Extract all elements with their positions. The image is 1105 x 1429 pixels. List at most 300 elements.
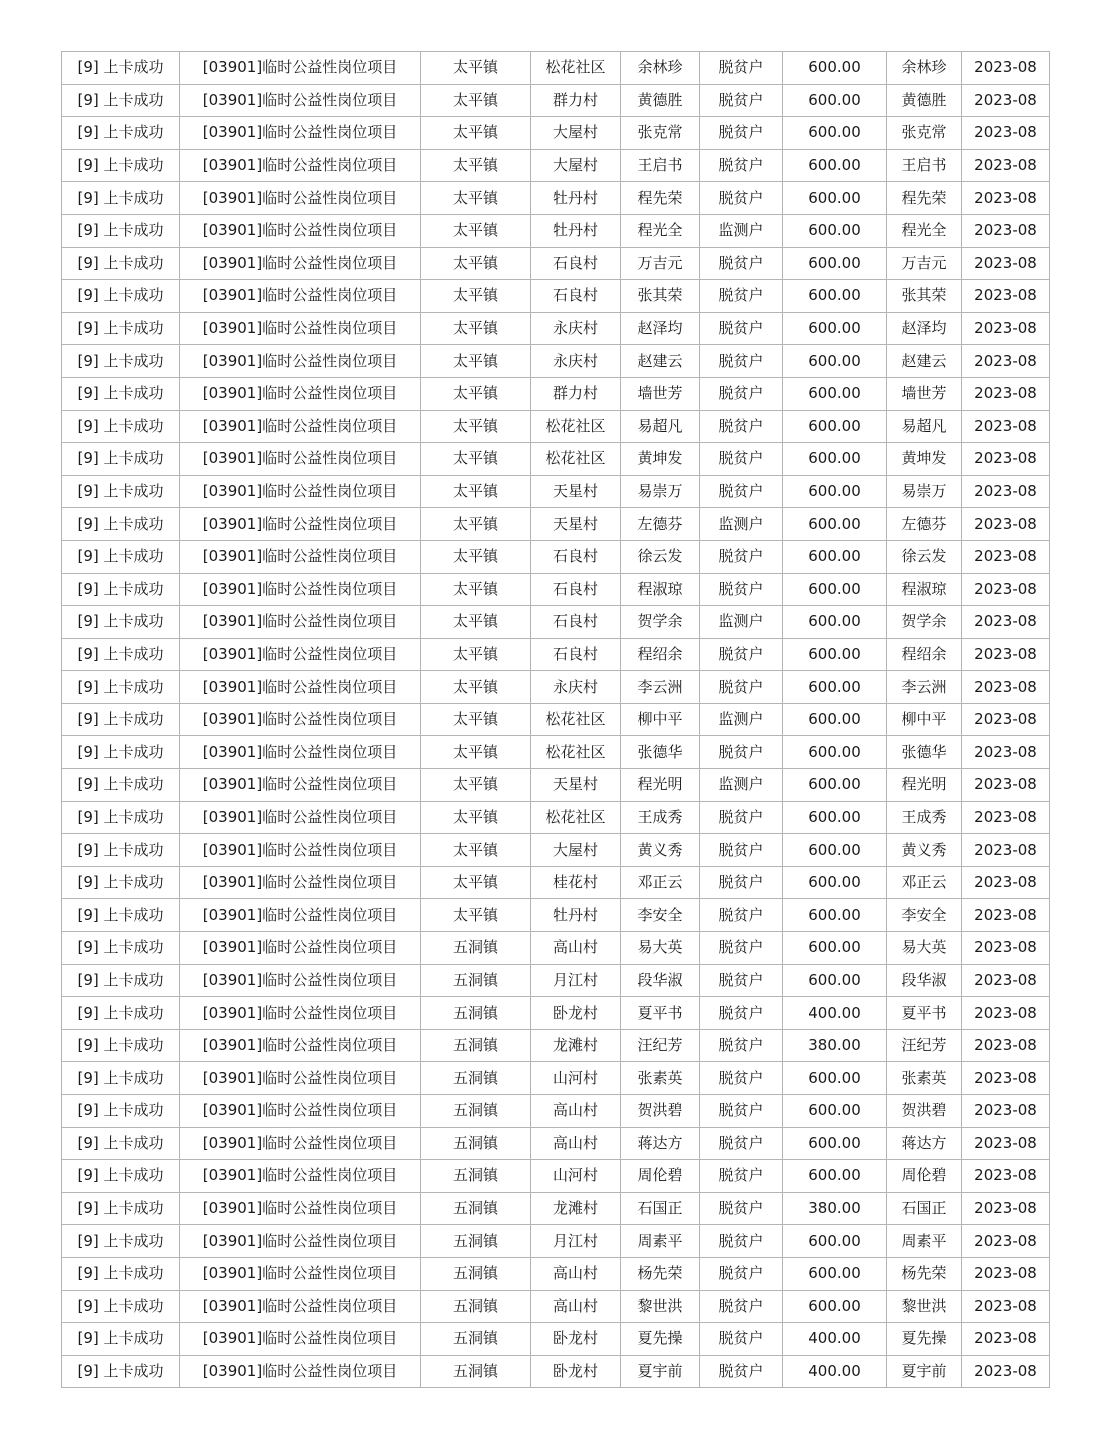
period-cell: 2023-08: [962, 703, 1050, 736]
household-type-cell: 脱贫户: [700, 84, 783, 117]
project-cell: [03901]临时公益性岗位项目: [180, 52, 421, 85]
payee-cell: 周素平: [887, 1225, 962, 1258]
status-cell: [9] 上卡成功: [62, 1257, 180, 1290]
project-cell: [03901]临时公益性岗位项目: [180, 280, 421, 313]
household-type-cell: 脱贫户: [700, 1257, 783, 1290]
village-cell: 天星村: [531, 769, 621, 802]
household-type-cell: 脱贫户: [700, 1062, 783, 1095]
town-cell: 五洞镇: [421, 1225, 531, 1258]
village-cell: 高山村: [531, 1290, 621, 1323]
status-cell: [9] 上卡成功: [62, 475, 180, 508]
payee-cell: 徐云发: [887, 540, 962, 573]
status-cell: [9] 上卡成功: [62, 1127, 180, 1160]
table-row: [62, 1029, 1050, 1062]
project-cell: [03901]临时公益性岗位项目: [180, 84, 421, 117]
town-cell: 太平镇: [421, 149, 531, 182]
payee-cell: 石国正: [887, 1192, 962, 1225]
name-cell: 邓正云: [621, 866, 700, 899]
town-cell: 太平镇: [421, 312, 531, 345]
household-type-cell: 脱贫户: [700, 247, 783, 280]
village-cell: 牡丹村: [531, 214, 621, 247]
name-cell: 王启书: [621, 149, 700, 182]
town-cell: 五洞镇: [421, 1095, 531, 1128]
project-cell: [03901]临时公益性岗位项目: [180, 377, 421, 410]
amount-cell: 600.00: [783, 214, 887, 247]
period-cell: 2023-08: [962, 769, 1050, 802]
table-row: [62, 606, 1050, 639]
table-row: [62, 1257, 1050, 1290]
status-cell: [9] 上卡成功: [62, 52, 180, 85]
project-cell: [03901]临时公益性岗位项目: [180, 1029, 421, 1062]
village-cell: 牡丹村: [531, 899, 621, 932]
status-cell: [9] 上卡成功: [62, 1323, 180, 1356]
table-row: [62, 52, 1050, 85]
table-row: [62, 1127, 1050, 1160]
name-cell: 易大英: [621, 932, 700, 965]
town-cell: 五洞镇: [421, 1127, 531, 1160]
status-cell: [9] 上卡成功: [62, 703, 180, 736]
period-cell: 2023-08: [962, 964, 1050, 997]
table-body: [62, 52, 1050, 1388]
period-cell: 2023-08: [962, 214, 1050, 247]
household-type-cell: 监测户: [700, 214, 783, 247]
table-row: [62, 932, 1050, 965]
name-cell: 张素英: [621, 1062, 700, 1095]
household-type-cell: 监测户: [700, 703, 783, 736]
village-cell: 山河村: [531, 1160, 621, 1193]
period-cell: 2023-08: [962, 932, 1050, 965]
period-cell: 2023-08: [962, 182, 1050, 215]
table-row: [62, 899, 1050, 932]
amount-cell: 600.00: [783, 1095, 887, 1128]
amount-cell: 400.00: [783, 1323, 887, 1356]
village-cell: 石良村: [531, 638, 621, 671]
table-row: [62, 149, 1050, 182]
name-cell: 黄德胜: [621, 84, 700, 117]
household-type-cell: 脱贫户: [700, 345, 783, 378]
period-cell: 2023-08: [962, 247, 1050, 280]
project-cell: [03901]临时公益性岗位项目: [180, 1323, 421, 1356]
household-type-cell: 脱贫户: [700, 573, 783, 606]
name-cell: 万吉元: [621, 247, 700, 280]
project-cell: [03901]临时公益性岗位项目: [180, 866, 421, 899]
payee-cell: 余林珍: [887, 52, 962, 85]
name-cell: 墙世芳: [621, 377, 700, 410]
project-cell: [03901]临时公益性岗位项目: [180, 1095, 421, 1128]
period-cell: 2023-08: [962, 540, 1050, 573]
payee-cell: 蒋达方: [887, 1127, 962, 1160]
household-type-cell: 脱贫户: [700, 997, 783, 1030]
table-row: [62, 1160, 1050, 1193]
status-cell: [9] 上卡成功: [62, 214, 180, 247]
village-cell: 高山村: [531, 1095, 621, 1128]
payee-cell: 贺洪碧: [887, 1095, 962, 1128]
project-cell: [03901]临时公益性岗位项目: [180, 1257, 421, 1290]
household-type-cell: 脱贫户: [700, 866, 783, 899]
status-cell: [9] 上卡成功: [62, 638, 180, 671]
period-cell: 2023-08: [962, 410, 1050, 443]
name-cell: 赵泽均: [621, 312, 700, 345]
project-cell: [03901]临时公益性岗位项目: [180, 1225, 421, 1258]
period-cell: 2023-08: [962, 1029, 1050, 1062]
town-cell: 太平镇: [421, 638, 531, 671]
table-row: [62, 1192, 1050, 1225]
town-cell: 太平镇: [421, 214, 531, 247]
amount-cell: 600.00: [783, 312, 887, 345]
period-cell: 2023-08: [962, 1290, 1050, 1323]
amount-cell: 600.00: [783, 703, 887, 736]
status-cell: [9] 上卡成功: [62, 345, 180, 378]
village-cell: 卧龙村: [531, 1355, 621, 1388]
village-cell: 大屋村: [531, 149, 621, 182]
project-cell: [03901]临时公益性岗位项目: [180, 508, 421, 541]
village-cell: 卧龙村: [531, 997, 621, 1030]
name-cell: 余林珍: [621, 52, 700, 85]
status-cell: [9] 上卡成功: [62, 508, 180, 541]
amount-cell: 600.00: [783, 182, 887, 215]
project-cell: [03901]临时公益性岗位项目: [180, 1160, 421, 1193]
period-cell: 2023-08: [962, 443, 1050, 476]
amount-cell: 400.00: [783, 997, 887, 1030]
amount-cell: 600.00: [783, 801, 887, 834]
name-cell: 张其荣: [621, 280, 700, 313]
name-cell: 程先荣: [621, 182, 700, 215]
payee-cell: 李云洲: [887, 671, 962, 704]
name-cell: 夏平书: [621, 997, 700, 1030]
village-cell: 牡丹村: [531, 182, 621, 215]
period-cell: 2023-08: [962, 1225, 1050, 1258]
household-type-cell: 脱贫户: [700, 1225, 783, 1258]
town-cell: 太平镇: [421, 377, 531, 410]
household-type-cell: 脱贫户: [700, 1127, 783, 1160]
status-cell: [9] 上卡成功: [62, 964, 180, 997]
household-type-cell: 脱贫户: [700, 736, 783, 769]
payee-cell: 易崇万: [887, 475, 962, 508]
period-cell: 2023-08: [962, 1160, 1050, 1193]
table-row: [62, 964, 1050, 997]
name-cell: 左德芬: [621, 508, 700, 541]
name-cell: 黄义秀: [621, 834, 700, 867]
project-cell: [03901]临时公益性岗位项目: [180, 1355, 421, 1388]
table-row: [62, 117, 1050, 150]
town-cell: 太平镇: [421, 736, 531, 769]
document-page: [61, 51, 1050, 1388]
table-row: [62, 214, 1050, 247]
town-cell: 太平镇: [421, 606, 531, 639]
village-cell: 石良村: [531, 606, 621, 639]
project-cell: [03901]临时公益性岗位项目: [180, 1062, 421, 1095]
household-type-cell: 脱贫户: [700, 182, 783, 215]
project-cell: [03901]临时公益性岗位项目: [180, 638, 421, 671]
status-cell: [9] 上卡成功: [62, 84, 180, 117]
period-cell: 2023-08: [962, 1323, 1050, 1356]
payee-cell: 墙世芳: [887, 377, 962, 410]
project-cell: [03901]临时公益性岗位项目: [180, 671, 421, 704]
payee-cell: 张克常: [887, 117, 962, 150]
town-cell: 太平镇: [421, 410, 531, 443]
village-cell: 大屋村: [531, 834, 621, 867]
name-cell: 蒋达方: [621, 1127, 700, 1160]
payee-cell: 杨先荣: [887, 1257, 962, 1290]
name-cell: 易超凡: [621, 410, 700, 443]
status-cell: [9] 上卡成功: [62, 312, 180, 345]
payee-cell: 王启书: [887, 149, 962, 182]
town-cell: 太平镇: [421, 247, 531, 280]
household-type-cell: 监测户: [700, 769, 783, 802]
status-cell: [9] 上卡成功: [62, 573, 180, 606]
name-cell: 程淑琼: [621, 573, 700, 606]
period-cell: 2023-08: [962, 345, 1050, 378]
payee-cell: 张德华: [887, 736, 962, 769]
amount-cell: 400.00: [783, 1355, 887, 1388]
town-cell: 五洞镇: [421, 964, 531, 997]
name-cell: 贺学余: [621, 606, 700, 639]
table-row: [62, 280, 1050, 313]
payee-cell: 王成秀: [887, 801, 962, 834]
period-cell: 2023-08: [962, 899, 1050, 932]
table-row: [62, 377, 1050, 410]
amount-cell: 600.00: [783, 736, 887, 769]
payee-cell: 黄德胜: [887, 84, 962, 117]
table-row: [62, 1225, 1050, 1258]
period-cell: 2023-08: [962, 834, 1050, 867]
table-row: [62, 475, 1050, 508]
town-cell: 五洞镇: [421, 1160, 531, 1193]
name-cell: 程绍余: [621, 638, 700, 671]
period-cell: 2023-08: [962, 801, 1050, 834]
payee-cell: 赵建云: [887, 345, 962, 378]
payee-cell: 易大英: [887, 932, 962, 965]
village-cell: 大屋村: [531, 117, 621, 150]
status-cell: [9] 上卡成功: [62, 769, 180, 802]
project-cell: [03901]临时公益性岗位项目: [180, 149, 421, 182]
table-row: [62, 573, 1050, 606]
amount-cell: 600.00: [783, 638, 887, 671]
amount-cell: 600.00: [783, 377, 887, 410]
household-type-cell: 脱贫户: [700, 1323, 783, 1356]
table-row: [62, 508, 1050, 541]
payee-cell: 易超凡: [887, 410, 962, 443]
project-cell: [03901]临时公益性岗位项目: [180, 899, 421, 932]
status-cell: [9] 上卡成功: [62, 834, 180, 867]
status-cell: [9] 上卡成功: [62, 280, 180, 313]
household-type-cell: 脱贫户: [700, 801, 783, 834]
town-cell: 五洞镇: [421, 1355, 531, 1388]
village-cell: 永庆村: [531, 671, 621, 704]
status-cell: [9] 上卡成功: [62, 671, 180, 704]
project-cell: [03901]临时公益性岗位项目: [180, 443, 421, 476]
household-type-cell: 脱贫户: [700, 1095, 783, 1128]
project-cell: [03901]临时公益性岗位项目: [180, 475, 421, 508]
town-cell: 太平镇: [421, 475, 531, 508]
project-cell: [03901]临时公益性岗位项目: [180, 997, 421, 1030]
household-type-cell: 脱贫户: [700, 312, 783, 345]
town-cell: 五洞镇: [421, 1257, 531, 1290]
amount-cell: 600.00: [783, 834, 887, 867]
name-cell: 柳中平: [621, 703, 700, 736]
table-row: [62, 801, 1050, 834]
table-row: [62, 769, 1050, 802]
status-cell: [9] 上卡成功: [62, 247, 180, 280]
name-cell: 周伦碧: [621, 1160, 700, 1193]
village-cell: 松花社区: [531, 52, 621, 85]
village-cell: 高山村: [531, 1127, 621, 1160]
table-row: [62, 703, 1050, 736]
amount-cell: 380.00: [783, 1029, 887, 1062]
household-type-cell: 脱贫户: [700, 638, 783, 671]
period-cell: 2023-08: [962, 606, 1050, 639]
payee-cell: 赵泽均: [887, 312, 962, 345]
period-cell: 2023-08: [962, 866, 1050, 899]
project-cell: [03901]临时公益性岗位项目: [180, 769, 421, 802]
village-cell: 石良村: [531, 540, 621, 573]
payee-cell: 万吉元: [887, 247, 962, 280]
project-cell: [03901]临时公益性岗位项目: [180, 801, 421, 834]
project-cell: [03901]临时公益性岗位项目: [180, 703, 421, 736]
project-cell: [03901]临时公益性岗位项目: [180, 182, 421, 215]
village-cell: 松花社区: [531, 801, 621, 834]
period-cell: 2023-08: [962, 573, 1050, 606]
project-cell: [03901]临时公益性岗位项目: [180, 964, 421, 997]
town-cell: 太平镇: [421, 508, 531, 541]
town-cell: 太平镇: [421, 443, 531, 476]
payee-cell: 柳中平: [887, 703, 962, 736]
village-cell: 卧龙村: [531, 1323, 621, 1356]
name-cell: 黄坤发: [621, 443, 700, 476]
amount-cell: 600.00: [783, 84, 887, 117]
payee-cell: 贺学余: [887, 606, 962, 639]
name-cell: 程光全: [621, 214, 700, 247]
amount-cell: 600.00: [783, 443, 887, 476]
status-cell: [9] 上卡成功: [62, 1225, 180, 1258]
payee-cell: 黄坤发: [887, 443, 962, 476]
payee-cell: 汪纪芳: [887, 1029, 962, 1062]
status-cell: [9] 上卡成功: [62, 997, 180, 1030]
name-cell: 李安全: [621, 899, 700, 932]
household-type-cell: 脱贫户: [700, 52, 783, 85]
project-cell: [03901]临时公益性岗位项目: [180, 834, 421, 867]
table-row: [62, 1355, 1050, 1388]
town-cell: 五洞镇: [421, 1029, 531, 1062]
status-cell: [9] 上卡成功: [62, 149, 180, 182]
table-row: [62, 638, 1050, 671]
payee-cell: 夏先操: [887, 1323, 962, 1356]
status-cell: [9] 上卡成功: [62, 866, 180, 899]
status-cell: [9] 上卡成功: [62, 932, 180, 965]
village-cell: 松花社区: [531, 703, 621, 736]
project-cell: [03901]临时公益性岗位项目: [180, 117, 421, 150]
household-type-cell: 脱贫户: [700, 1192, 783, 1225]
name-cell: 张德华: [621, 736, 700, 769]
household-type-cell: 脱贫户: [700, 540, 783, 573]
payee-cell: 左德芬: [887, 508, 962, 541]
period-cell: 2023-08: [962, 312, 1050, 345]
village-cell: 松花社区: [531, 736, 621, 769]
period-cell: 2023-08: [962, 1127, 1050, 1160]
project-cell: [03901]临时公益性岗位项目: [180, 1290, 421, 1323]
period-cell: 2023-08: [962, 475, 1050, 508]
name-cell: 杨先荣: [621, 1257, 700, 1290]
name-cell: 周素平: [621, 1225, 700, 1258]
payee-cell: 程先荣: [887, 182, 962, 215]
name-cell: 石国正: [621, 1192, 700, 1225]
status-cell: [9] 上卡成功: [62, 182, 180, 215]
village-cell: 山河村: [531, 1062, 621, 1095]
period-cell: 2023-08: [962, 671, 1050, 704]
period-cell: 2023-08: [962, 52, 1050, 85]
town-cell: 太平镇: [421, 52, 531, 85]
household-type-cell: 脱贫户: [700, 280, 783, 313]
amount-cell: 600.00: [783, 508, 887, 541]
household-type-cell: 脱贫户: [700, 1355, 783, 1388]
town-cell: 太平镇: [421, 345, 531, 378]
table-row: [62, 1095, 1050, 1128]
household-type-cell: 脱贫户: [700, 475, 783, 508]
project-cell: [03901]临时公益性岗位项目: [180, 345, 421, 378]
payee-cell: 黄义秀: [887, 834, 962, 867]
amount-cell: 600.00: [783, 475, 887, 508]
village-cell: 石良村: [531, 573, 621, 606]
payee-cell: 段华淑: [887, 964, 962, 997]
village-cell: 石良村: [531, 247, 621, 280]
amount-cell: 600.00: [783, 540, 887, 573]
status-cell: [9] 上卡成功: [62, 540, 180, 573]
amount-cell: 600.00: [783, 866, 887, 899]
table-row: [62, 1323, 1050, 1356]
payee-cell: 张其荣: [887, 280, 962, 313]
village-cell: 月江村: [531, 964, 621, 997]
name-cell: 王成秀: [621, 801, 700, 834]
amount-cell: 600.00: [783, 149, 887, 182]
amount-cell: 600.00: [783, 671, 887, 704]
village-cell: 永庆村: [531, 345, 621, 378]
name-cell: 夏宇前: [621, 1355, 700, 1388]
name-cell: 徐云发: [621, 540, 700, 573]
amount-cell: 600.00: [783, 410, 887, 443]
household-type-cell: 脱贫户: [700, 964, 783, 997]
period-cell: 2023-08: [962, 1257, 1050, 1290]
table-row: [62, 312, 1050, 345]
project-cell: [03901]临时公益性岗位项目: [180, 932, 421, 965]
period-cell: 2023-08: [962, 736, 1050, 769]
payee-cell: 程光全: [887, 214, 962, 247]
household-type-cell: 监测户: [700, 508, 783, 541]
status-cell: [9] 上卡成功: [62, 1160, 180, 1193]
status-cell: [9] 上卡成功: [62, 117, 180, 150]
status-cell: [9] 上卡成功: [62, 1192, 180, 1225]
amount-cell: 600.00: [783, 52, 887, 85]
village-cell: 月江村: [531, 1225, 621, 1258]
name-cell: 汪纪芳: [621, 1029, 700, 1062]
village-cell: 松花社区: [531, 410, 621, 443]
payment-table: [61, 51, 1050, 1388]
period-cell: 2023-08: [962, 1355, 1050, 1388]
status-cell: [9] 上卡成功: [62, 736, 180, 769]
table-row: [62, 345, 1050, 378]
village-cell: 天星村: [531, 475, 621, 508]
period-cell: 2023-08: [962, 638, 1050, 671]
amount-cell: 600.00: [783, 573, 887, 606]
project-cell: [03901]临时公益性岗位项目: [180, 247, 421, 280]
name-cell: 段华淑: [621, 964, 700, 997]
status-cell: [9] 上卡成功: [62, 1290, 180, 1323]
name-cell: 张克常: [621, 117, 700, 150]
project-cell: [03901]临时公益性岗位项目: [180, 1127, 421, 1160]
town-cell: 太平镇: [421, 769, 531, 802]
town-cell: 太平镇: [421, 117, 531, 150]
household-type-cell: 脱贫户: [700, 834, 783, 867]
status-cell: [9] 上卡成功: [62, 1355, 180, 1388]
